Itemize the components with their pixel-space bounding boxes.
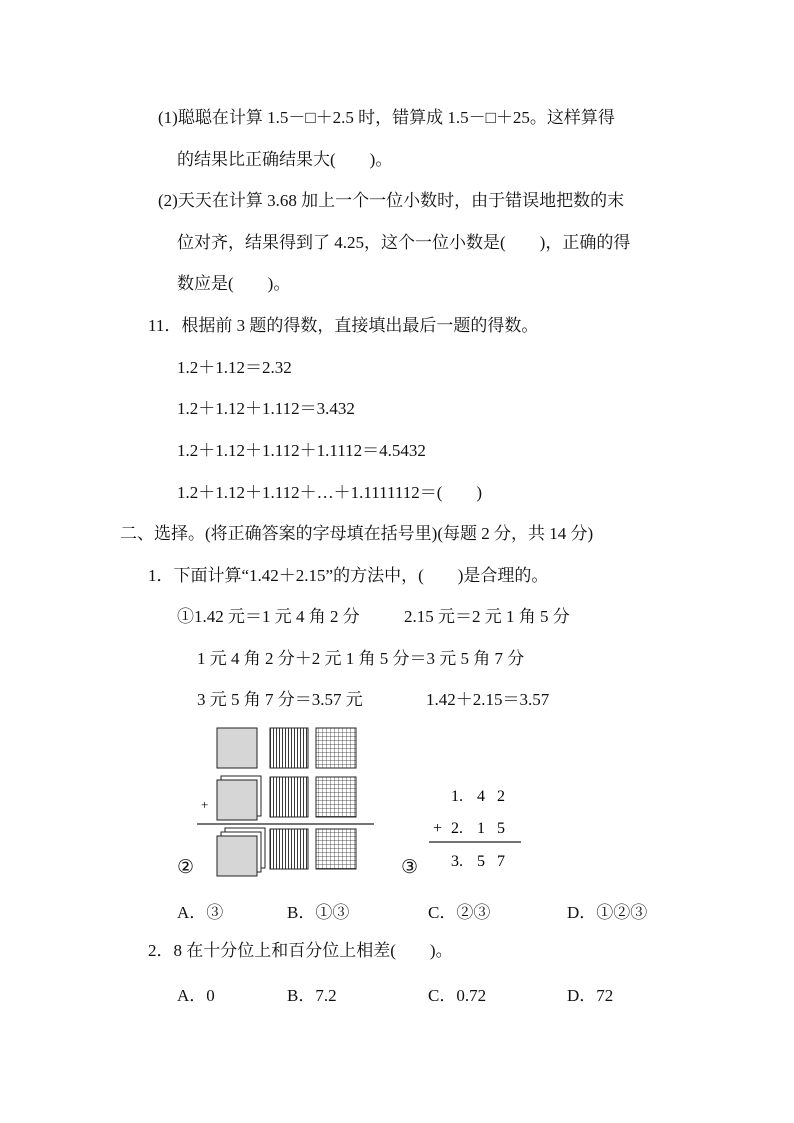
q11-equation-2: 1.2＋1.12＋1.112＝3.432: [177, 399, 355, 418]
blocks-plus-sign: +: [201, 797, 209, 812]
row3-digit-2: 5: [477, 853, 485, 870]
q10-part2-line3: 数应是( )。: [177, 274, 291, 293]
q10-part1-line1: (1)聪聪在计算 1.5－□＋2.5 时，错算成 1.5－□＋25。这样算得: [158, 108, 615, 127]
q11-stem: 11．根据前 3 题的得数，直接填出最后一题的得数。: [148, 316, 539, 335]
row-3-blocks: [217, 828, 356, 876]
q11-equation-1: 1.2＋1.12＝2.32: [177, 358, 292, 377]
mc1-option-b[interactable]: B．①③: [287, 903, 350, 922]
mc1-stem: 1．下面计算“1.42＋2.15”的方法中，( )是合理的。: [148, 566, 549, 585]
row3-digit-1: 3.: [451, 853, 463, 870]
mc2-option-a[interactable]: A．0: [177, 986, 215, 1005]
mc2-option-d[interactable]: D．72: [567, 986, 614, 1005]
q10-part1-line2: 的结果比正确结果大( )。: [177, 150, 393, 169]
row2-digit-1: 2.: [451, 820, 463, 837]
method-3-label: ③: [401, 857, 419, 878]
mc1-method1-line-e: 1.42＋2.15＝3.57: [426, 690, 550, 709]
mc1-method1-line-b: 2.15 元＝2 元 1 角 5 分: [404, 607, 570, 626]
row-2-blocks: [217, 776, 356, 820]
method-2-label: ②: [177, 857, 195, 878]
mc1-method1-line-a: ①1.42 元＝1 元 4 角 2 分: [177, 607, 360, 626]
row1-digit-2: 4: [477, 788, 485, 805]
q11-equation-3: 1.2＋1.12＋1.112＋1.1112＝4.5432: [177, 441, 426, 460]
mc2-option-b[interactable]: B．7.2: [287, 986, 337, 1005]
row1-digit-3: 2: [497, 788, 505, 805]
section-2-heading: 二、选择。(将正确答案的字母填在括号里)(每题 2 分，共 14 分): [120, 524, 594, 543]
q10-part2-line1: (2)天天在计算 3.68 加上一个一位小数时，由于错误地把数的末: [158, 191, 625, 210]
vertical-addition: [425, 780, 525, 875]
q10-part2-line2: 位对齐，结果得到了 4.25，这个一位小数是( )，正确的得: [177, 233, 631, 252]
row-1-blocks: [217, 728, 356, 768]
mc2-stem: 2．8 在十分位上和百分位上相差( )。: [148, 941, 453, 960]
mc1-option-d[interactable]: D．①②③: [567, 903, 648, 922]
q11-equation-4: 1.2＋1.12＋1.112＋…＋1.1111112＝( ): [177, 483, 483, 502]
row2-digit-3: 5: [497, 820, 505, 837]
mc1-method1-line-d: 3 元 5 角 7 分＝3.57 元: [197, 690, 363, 709]
mc1-option-a[interactable]: A．③: [177, 903, 224, 922]
row1-digit-1: 1.: [451, 788, 463, 805]
row3-digit-3: 7: [497, 853, 505, 870]
mc2-option-c[interactable]: C．0.72: [428, 986, 487, 1005]
mc1-method1-line-c: 1 元 4 角 2 分＋2 元 1 角 5 分＝3 元 5 角 7 分: [197, 649, 525, 668]
row2-digit-2: 1: [477, 820, 485, 837]
base-ten-blocks-figure: [170, 724, 385, 884]
mc1-option-c[interactable]: C．②③: [428, 903, 491, 922]
row2-operator: +: [433, 820, 443, 837]
